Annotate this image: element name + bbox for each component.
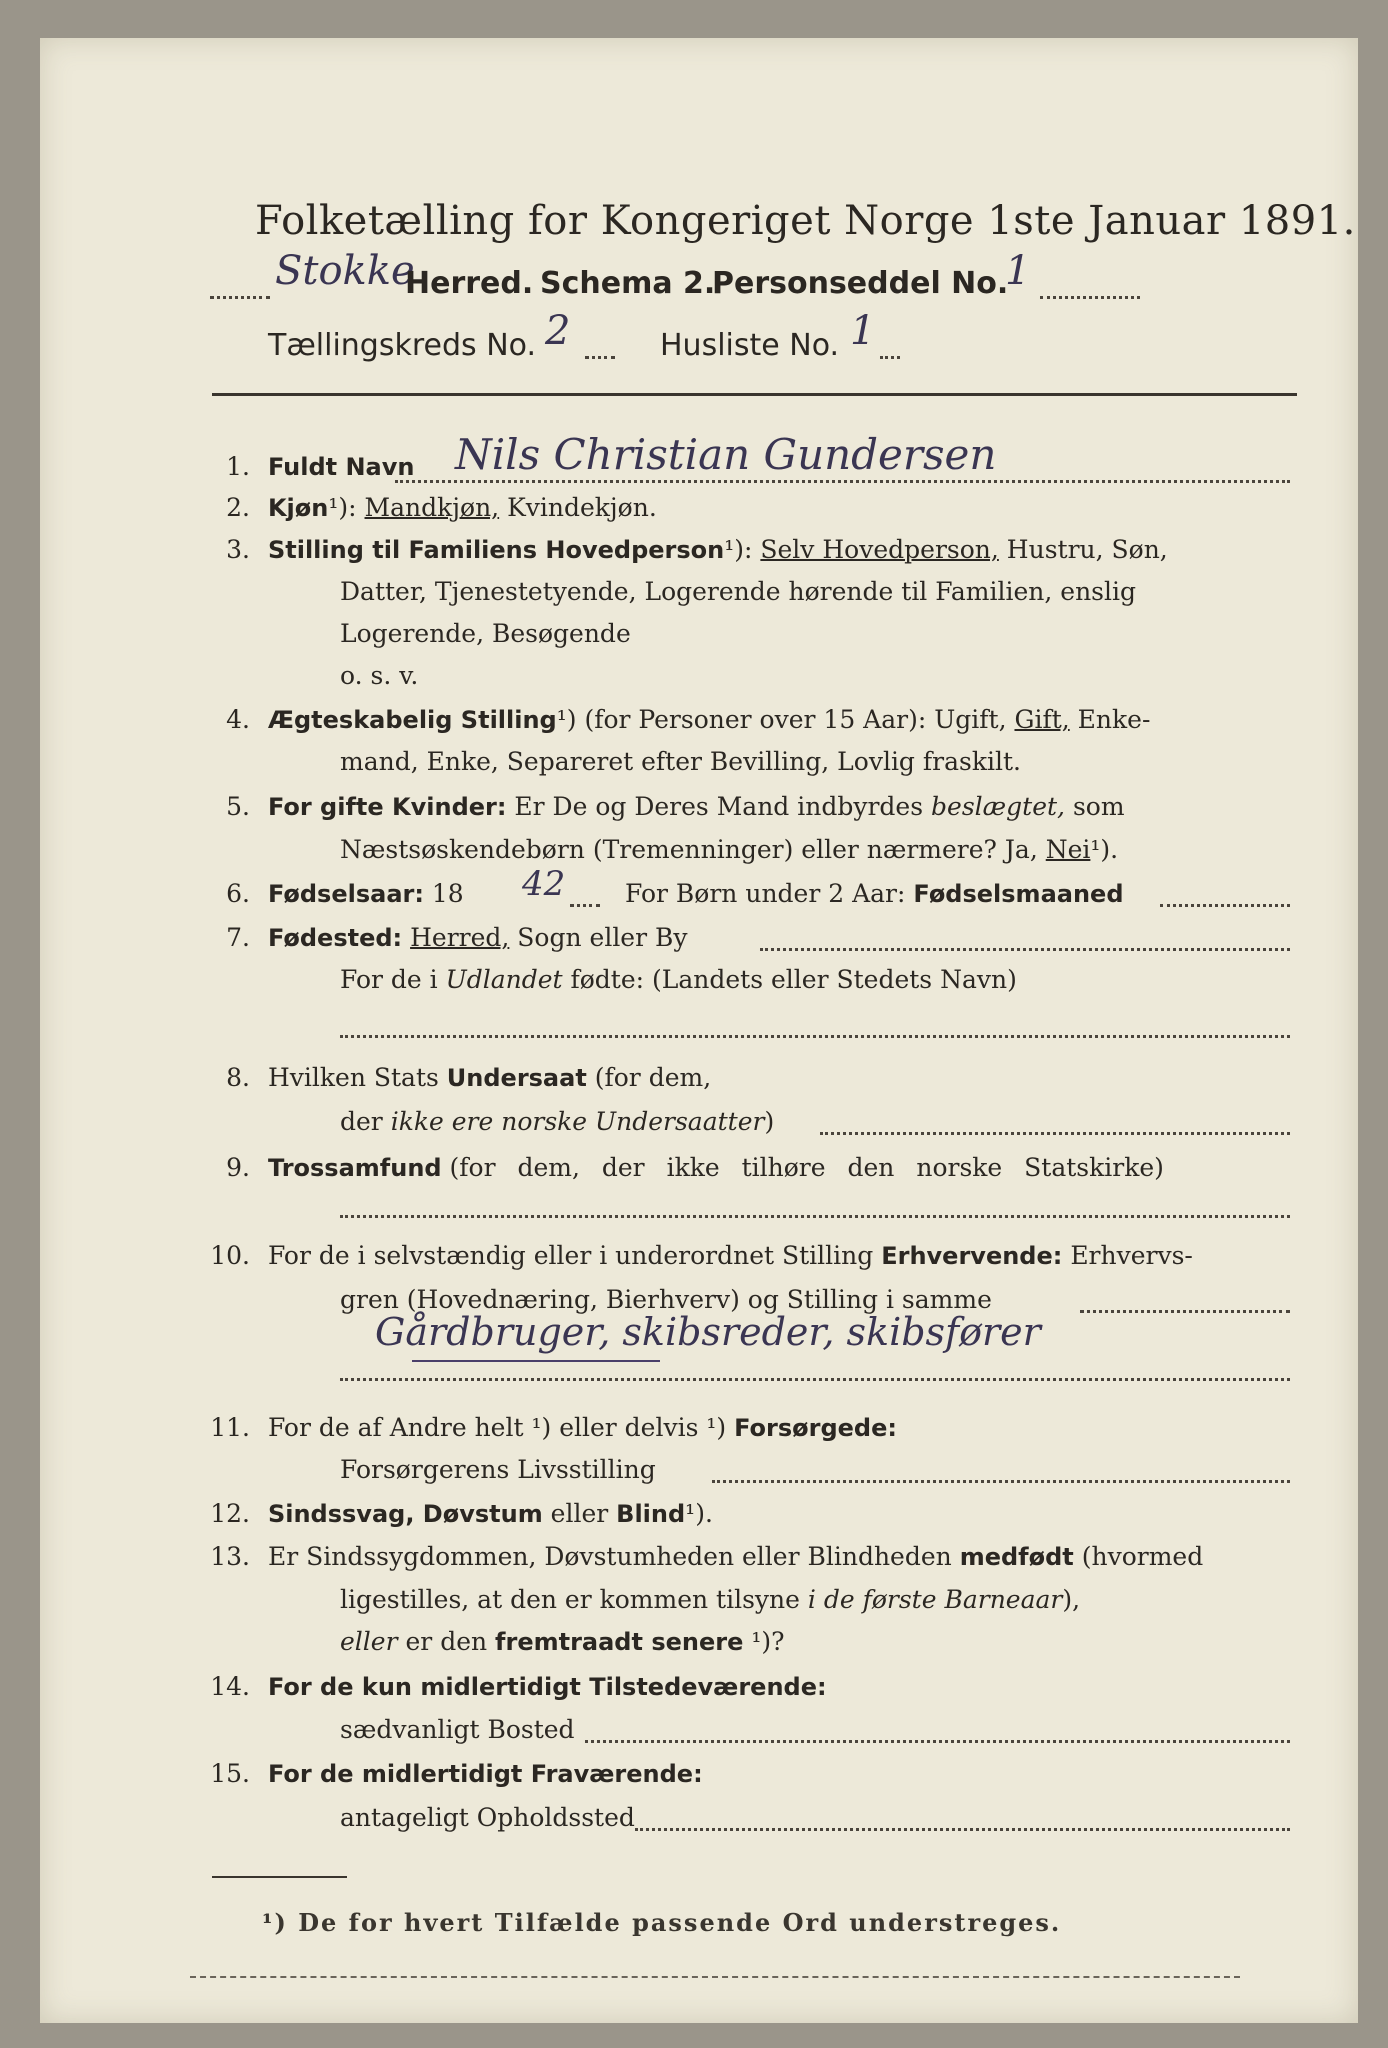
field-14-line2: sædvanligt Bosted — [340, 1715, 575, 1744]
field-9: 9. Trossamfund (for dem, der ikke tilhøre den norske Statskirke) — [226, 1153, 1164, 1182]
birthplace-line — [760, 948, 1290, 951]
kreds-value: 2 — [545, 308, 571, 354]
selected-option: Mandkjøn, — [364, 493, 500, 522]
field-5-line2: Næstsøskendebørn (Tremenninger) eller nærmere? Ja, Nei¹). — [340, 835, 1119, 864]
field-7: 7. Fødested: Herred, Sogn eller By — [226, 923, 688, 952]
citizenship-line — [820, 1132, 1290, 1135]
herred-label: Herred. — [405, 266, 534, 301]
husliste-line — [880, 356, 900, 359]
field-3-line2: Datter, Tjenestetyende, Logerende hørende til Familien, enslig — [340, 577, 1137, 606]
field-8: 8. Hvilken Stats Undersaat (for dem, — [226, 1063, 712, 1092]
field-4-line2: mand, Enke, Separeret efter Bevilling, Lovlig fraskilt. — [340, 747, 1021, 776]
personseddel-line — [1040, 296, 1140, 299]
birthyear-line — [570, 904, 600, 907]
field-4: 4. Ægteskabelig Stilling¹) (for Personer over 15 Aar): Ugift, Gift, Enke- — [226, 705, 1151, 734]
occupation-line-1 — [1080, 1310, 1290, 1313]
field-15: 15. For de midlertidigt Fraværende: — [210, 1759, 703, 1788]
birthmonth-line — [1160, 904, 1290, 907]
header-rule — [212, 393, 1297, 396]
selected-option: Herred, — [410, 923, 510, 952]
field-5: 5. For gifte Kvinder: Er De og Deres Mand indbyrdes beslægtet, som — [226, 792, 1125, 821]
name-line — [395, 480, 1290, 483]
schema-label: Schema 2. — [540, 266, 716, 301]
field-3-line4: o. s. v. — [340, 661, 419, 690]
husliste-value: 1 — [850, 308, 876, 354]
husliste-label: Husliste No. — [660, 328, 840, 363]
residence-line — [585, 1740, 1290, 1743]
field-3: 3. Stilling til Familiens Hovedperson¹): Selv Hovedperson, Hustru, Søn, — [226, 535, 1168, 564]
field-13: 13. Er Sindssygdommen, Døvstumheden eller Blindheden medfødt (hvormed — [210, 1542, 1204, 1571]
field-13-line3: eller er den fremtraadt senere ¹)? — [340, 1627, 785, 1656]
herred-line — [210, 296, 270, 299]
field-10-line2: gren (Hovednæring, Bierhverv) og Stilling i samme — [340, 1285, 992, 1314]
field-1: 1. Fuldt Navn — [226, 452, 415, 481]
selected-option: Selv Hovedperson, — [760, 535, 999, 564]
footnote-rule — [212, 1876, 347, 1878]
field-14: 14. For de kun midlertidigt Tilstedeværende: — [210, 1672, 827, 1701]
field-15-line2: antageligt Opholdssted — [340, 1803, 635, 1832]
selected-option: Gift, — [1014, 705, 1070, 734]
foreign-birthplace-line — [340, 1035, 1290, 1038]
field-2: 2. Kjøn¹): Mandkjøn, Kvindekjøn. — [226, 493, 657, 522]
occupation-line-2 — [340, 1378, 1290, 1381]
herred-value: Stokke — [275, 248, 415, 294]
bottom-edge-mark — [190, 1976, 1240, 1978]
field-6: 6. Fødselsaar: 18 — [226, 879, 464, 908]
field-11: 11. For de af Andre helt ¹) eller delvis ¹) Forsørgede: — [210, 1413, 897, 1442]
name-value: Nils Christian Gundersen — [455, 430, 997, 479]
field-6-part2: For Børn under 2 Aar: Fødselsmaaned — [625, 879, 1124, 908]
selected-option: Nei — [1045, 835, 1091, 864]
occupation-value: Gårdbruger, skibsreder, skibsfører — [375, 1310, 1041, 1354]
form-title: Folketælling for Kongeriget Norge 1ste Januar 1891. — [255, 198, 1356, 244]
field-13-line2: ligestilles, at den er kommen tilsyne i de første Barneaar), — [340, 1585, 1081, 1614]
birthyear-value: 42 — [522, 864, 566, 904]
provider-line — [712, 1480, 1290, 1483]
abode-line — [635, 1828, 1290, 1831]
field-3-line3: Logerende, Besøgende — [340, 619, 631, 648]
occupation-underline — [412, 1360, 660, 1362]
field-7-line2: For de i Udlandet fødte: (Landets eller Stedets Navn) — [340, 965, 1017, 994]
kreds-label: Tællingskreds No. — [268, 328, 536, 363]
field-12: 12. Sindssvag, Døvstum eller Blind¹). — [210, 1499, 713, 1528]
personseddel-value: 1 — [1005, 248, 1031, 294]
footnote: ¹) De for hvert Tilfælde passende Ord understreges. — [262, 1908, 1062, 1937]
census-form — [40, 38, 1358, 2023]
personseddel-label: Personseddel No. — [712, 266, 1009, 301]
field-8-line2: der ikke ere norske Undersaatter) — [340, 1107, 775, 1136]
kreds-line — [585, 356, 615, 359]
field-11-line2: Forsørgerens Livsstilling — [340, 1455, 656, 1484]
field-10: 10. For de i selvstændig eller i underordnet Stilling Erhvervende: Erhvervs- — [210, 1241, 1193, 1270]
religion-line — [340, 1215, 1290, 1218]
